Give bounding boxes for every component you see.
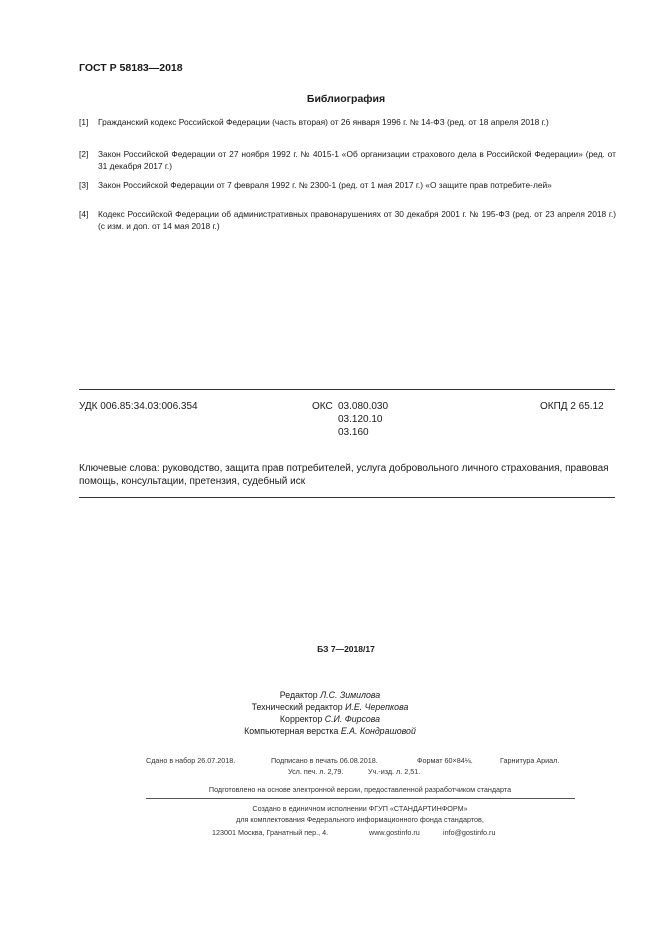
oks-code: 03.160 bbox=[338, 427, 369, 438]
electronic-note: Подготовлено на основе электронной версии, предоставленной разработчиком стандарта bbox=[208, 785, 512, 794]
okpd-code: ОКПД 2 65.12 bbox=[540, 401, 604, 412]
bibliography-item bbox=[79, 180, 616, 192]
divider-top bbox=[79, 389, 615, 390]
format: Формат 60×84⅛. bbox=[417, 756, 473, 765]
reference-number: [1] bbox=[79, 117, 89, 127]
oks-code: 03.080.030 bbox=[338, 401, 389, 412]
credit-person: С.И. Фирсова bbox=[324, 714, 381, 724]
reference-text: Кодекс Российской Федерации об административных правонарушениях от 30 декабря 2001 г. № 195-ФЗ (ред. от 23 апреля 2018 г.) (с изм. и доп. от 14 мая 2018 г.) bbox=[98, 209, 616, 231]
publisher-sheets: Уч.-изд. л. 2,51. bbox=[368, 767, 421, 776]
bibliography-item bbox=[79, 209, 616, 232]
credit-person: Л.С. Зимилова bbox=[320, 690, 381, 700]
reference-number: [3] bbox=[79, 180, 89, 190]
publisher-address: 123001 Москва, Гранатный пер., 4. bbox=[212, 828, 329, 837]
bibliography-item bbox=[79, 117, 616, 129]
divider-bottom bbox=[79, 497, 615, 498]
credit-role: Технический редактор bbox=[251, 702, 343, 712]
bibliography-title: Библиография bbox=[306, 93, 386, 105]
print-date: Подписано в печать 06.08.2018. bbox=[271, 756, 378, 765]
reference-text: Закон Российской Федерации от 7 февраля 1992 г. № 2300-1 (ред. от 1 мая 2017 г.) «О защите прав потребите-лей» bbox=[98, 180, 552, 190]
udk-code: УДК 006.85:34.03:006.354 bbox=[79, 401, 198, 412]
bz-number: БЗ 7—2018/17 bbox=[317, 644, 375, 654]
publisher-site: www.gostinfo.ru bbox=[369, 828, 420, 837]
credit-role: Редактор bbox=[279, 690, 318, 700]
credits-block bbox=[0, 689, 660, 737]
credit-person: Е.А. Кондрашовой bbox=[340, 726, 416, 736]
credit-role: Компьютерная верстка bbox=[244, 726, 339, 736]
reference-text: Гражданский кодекс Российской Федерации (часть вторая) от 26 января 1996 г. № 14-ФЗ (ред. от 18 апреля 2018 г.) bbox=[98, 117, 549, 127]
reference-number: [4] bbox=[79, 209, 89, 219]
created-note: Создано в единичном исполнении ФГУП «СТАНДАРТИНФОРМ» bbox=[252, 804, 468, 813]
credit-line bbox=[0, 701, 660, 713]
oks-label: ОКС bbox=[312, 401, 333, 412]
reference-text: Закон Российской Федерации от 27 ноября 1992 г. № 4015-1 «Об организации страхового дела в Российской Федерации» (ред. от 31 декабря 2017 г.) bbox=[98, 149, 616, 171]
credit-line bbox=[0, 713, 660, 725]
keywords: Ключевые слова: руководство, защита прав потребителей, услуга добровольного личного страхования, правовая помощь, консультации, претензия, судебный иск bbox=[79, 463, 609, 487]
credit-person: И.Е. Черепкова bbox=[345, 702, 409, 712]
publisher-divider bbox=[146, 798, 575, 799]
font-info: Гарнитура Ариал. bbox=[500, 756, 560, 765]
publisher-email: info@gostinfo.ru bbox=[443, 828, 496, 837]
standard-code: ГОСТ Р 58183—2018 bbox=[79, 62, 183, 74]
credit-line bbox=[0, 725, 660, 737]
fund-note: для комплектования Федерального информационного фонда стандартов, bbox=[236, 815, 484, 824]
print-sheets: Усл. печ. л. 2,79. bbox=[288, 767, 344, 776]
reference-number: [2] bbox=[79, 149, 89, 159]
bibliography-item bbox=[79, 149, 616, 172]
credit-role: Корректор bbox=[279, 714, 323, 724]
typeset-date: Сдано в набор 26.07.2018. bbox=[146, 756, 236, 765]
credit-line bbox=[0, 689, 660, 701]
oks-code: 03.120.10 bbox=[338, 414, 383, 425]
